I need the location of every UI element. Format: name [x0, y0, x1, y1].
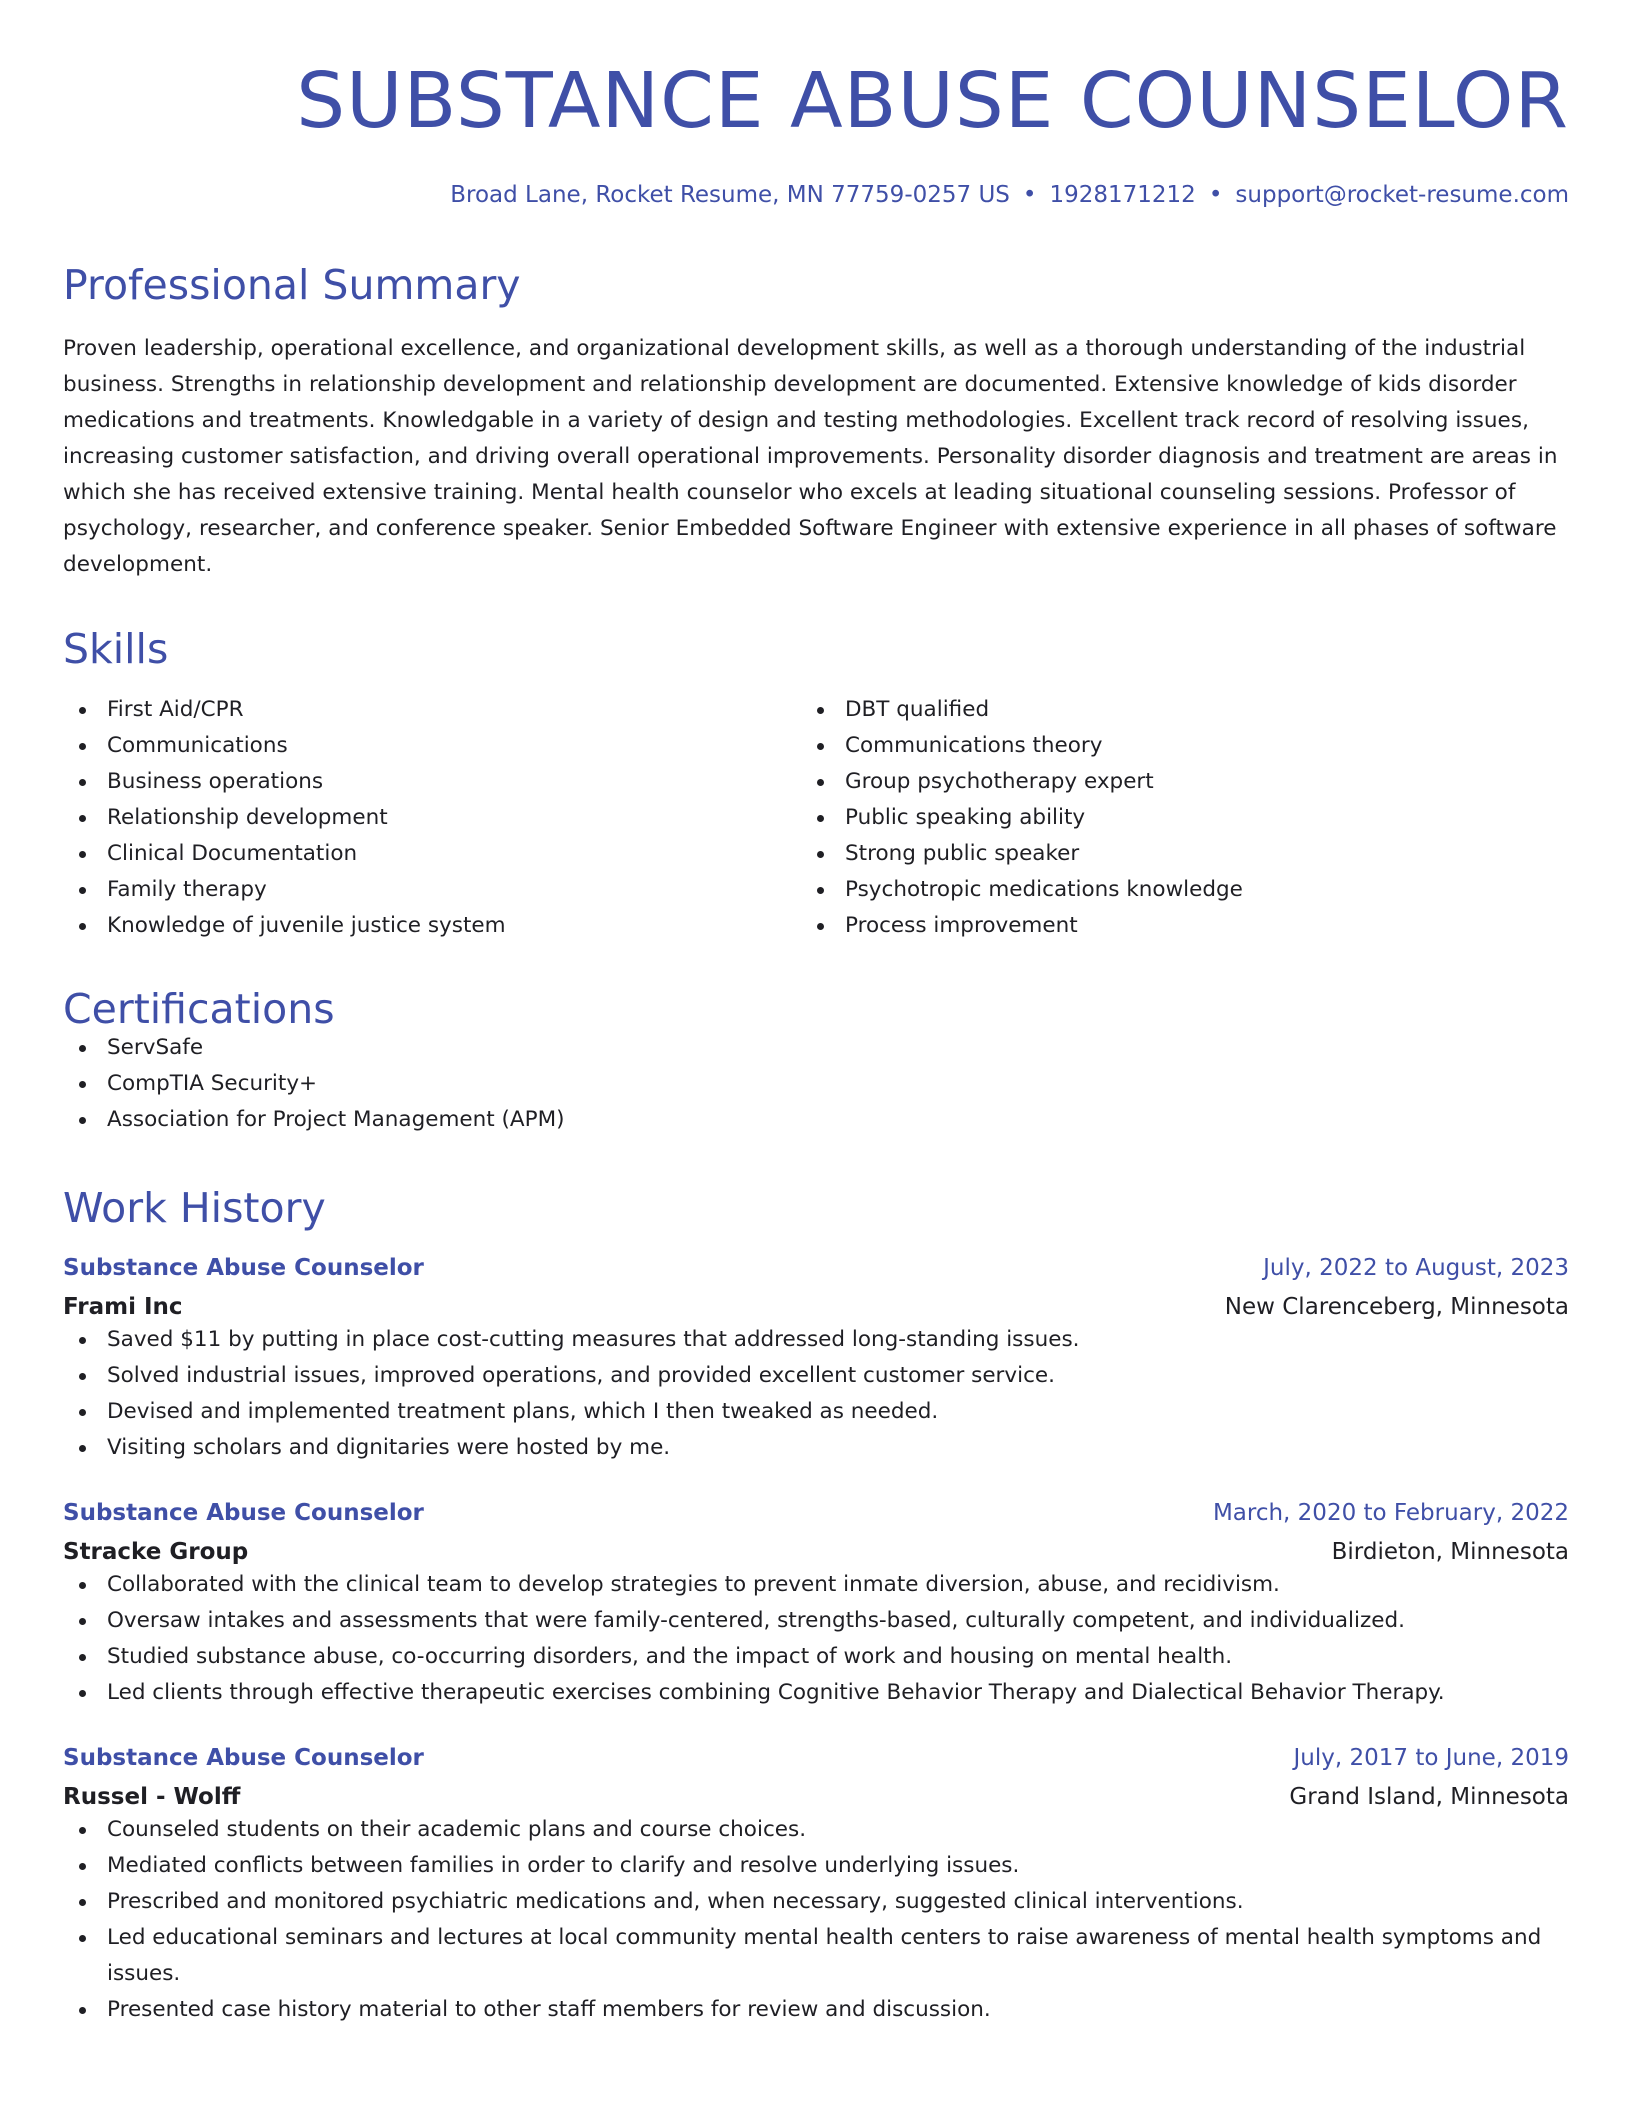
bullet-icon	[79, 743, 86, 750]
skill-label: Public speaking ability	[845, 805, 1086, 830]
contact-line	[63, 184, 1569, 207]
job-bullet-text: Presented case history material to other staff members for review and discussion.	[107, 1997, 991, 2022]
job-company: Frami Inc	[63, 1294, 183, 1320]
bullet-icon	[79, 815, 86, 822]
list-item	[801, 836, 1539, 872]
list-item	[63, 1030, 1569, 1066]
bullet-icon	[817, 851, 824, 858]
contact-phone[interactable]: 1928171212	[1049, 182, 1196, 208]
skill-label: Business operations	[107, 769, 324, 794]
bullet-icon	[817, 923, 824, 930]
skill-label: Strong public speaker	[845, 841, 1080, 866]
bullet-icon	[79, 707, 86, 714]
list-item	[63, 1102, 1569, 1138]
bullet-icon	[817, 707, 824, 714]
job-bullet-text: Prescribed and monitored psychiatric medications and, when necessary, suggested clinical interventions.	[107, 1889, 1244, 1914]
list-item	[63, 1066, 1569, 1102]
job-bullet-text: Saved $11 by putting in place cost-cutting measures that addressed long-standing issues.	[107, 1327, 1080, 1352]
contact-address: Broad Lane, Rocket Resume, MN 77759-0257 US	[450, 182, 1010, 208]
list-item	[801, 908, 1539, 944]
job-company: Stracke Group	[63, 1539, 249, 1565]
list-item	[63, 872, 801, 908]
bullet-icon	[817, 815, 824, 822]
job-bullet-text: Collaborated with the clinical team to develop strategies to prevent inmate diversion, abuse, and recidivism.	[107, 1572, 1280, 1597]
bullet-icon	[79, 2007, 86, 2014]
list-item	[63, 1675, 1569, 1711]
list-item	[63, 1567, 1569, 1603]
job-company-row	[63, 1782, 1569, 1812]
job-dates: July, 2022 to August, 2023	[1263, 1255, 1569, 1281]
job-company: Russel - Wolff	[63, 1784, 241, 1810]
job-header-row	[63, 1253, 1569, 1283]
list-item	[63, 1812, 1569, 1848]
job-bullets	[63, 1567, 1569, 1711]
list-item	[801, 692, 1539, 728]
skill-label: Group psychotherapy expert	[845, 769, 1154, 794]
skill-label: Relationship development	[107, 805, 388, 830]
job-bullet-text: Oversaw intakes and assessments that were family-centered, strengths-based, culturally competent, and individualized.	[107, 1608, 1405, 1633]
bullet-icon	[79, 1899, 86, 1906]
job-bullet-text: Devised and implemented treatment plans, which I then tweaked as needed.	[107, 1399, 939, 1424]
list-item	[63, 1430, 1569, 1466]
bullet-icon	[79, 887, 86, 894]
list-item	[63, 1884, 1569, 1920]
contact-separator: •	[1022, 182, 1037, 208]
certification-label: Association for Project Management (APM)	[107, 1107, 565, 1132]
bullet-icon	[79, 1863, 86, 1870]
bullet-icon	[79, 1445, 86, 1452]
job-bullet-text: Visiting scholars and dignitaries were hosted by me.	[107, 1435, 671, 1460]
skills-column-left	[63, 692, 801, 944]
job-bullets	[63, 1322, 1569, 1466]
job-entry	[63, 1253, 1569, 1466]
certification-label: ServSafe	[107, 1035, 204, 1060]
bullet-icon	[79, 1045, 86, 1052]
list-item	[63, 1639, 1569, 1675]
list-item	[63, 1603, 1569, 1639]
job-bullet-text: Studied substance abuse, co-occurring disorders, and the impact of work and housing on mental health.	[107, 1644, 1233, 1669]
bullet-icon	[817, 779, 824, 786]
skill-label: Communications	[107, 733, 288, 758]
certification-label: CompTIA Security+	[107, 1071, 318, 1096]
job-dates: July, 2017 to June, 2019	[1293, 1745, 1569, 1771]
list-item	[801, 728, 1539, 764]
list-item	[63, 1358, 1569, 1394]
skills-list-right	[801, 692, 1539, 944]
bullet-icon	[79, 1582, 86, 1589]
bullet-icon	[79, 1935, 86, 1942]
bullet-icon	[79, 1618, 86, 1625]
list-item	[63, 728, 801, 764]
job-company-row	[63, 1537, 1569, 1567]
contact-email[interactable]: support@rocket-resume.com	[1235, 182, 1569, 208]
certifications-list	[63, 1030, 1569, 1138]
certifications-heading: Certifications	[63, 985, 335, 1033]
summary-heading: Professional Summary	[63, 261, 521, 309]
skill-label: Knowledge of juvenile justice system	[107, 913, 506, 938]
skills-list-left	[63, 692, 801, 944]
skills-column-right	[801, 692, 1539, 944]
job-location: Grand Island, Minnesota	[1289, 1784, 1569, 1810]
job-title: Substance Abuse Counselor	[63, 1255, 424, 1281]
bullet-icon	[79, 1654, 86, 1661]
job-header-row	[63, 1743, 1569, 1773]
summary-text: Proven leadership, operational excellence, and organizational development skills, as well as a thorough understanding of the industrial business. Strengths in relationship development and relationship development are documented. Extensive knowledge of kids disorder medications and treatments. Knowledgable in a variety of design and testing methodologies. Excellent track record of resolving issues, increasing customer satisfaction, and driving overall operational improvements. Personality disorder diagnosis and treatment are areas in which she has received extensive training. Mental health counselor who excels at leading situational counseling sessions. Professor of psychology, researcher, and conference speaker. Senior Embedded Software Engineer with extensive experience in all phases of software development.	[63, 336, 1558, 577]
bullet-icon	[817, 887, 824, 894]
skills-heading: Skills	[63, 625, 169, 673]
list-item	[63, 1848, 1569, 1884]
list-item	[63, 800, 801, 836]
list-item	[801, 800, 1539, 836]
list-item	[63, 1992, 1569, 2028]
bullet-icon	[79, 851, 86, 858]
list-item	[63, 1920, 1569, 1992]
job-company-row	[63, 1292, 1569, 1322]
list-item	[63, 908, 801, 944]
skill-label: First Aid/CPR	[107, 697, 244, 722]
bullet-icon	[79, 923, 86, 930]
job-bullet-text: Counseled students on their academic plans and course choices.	[107, 1817, 807, 1842]
skill-label: DBT qualified	[845, 697, 990, 722]
job-dates: March, 2020 to February, 2022	[1212, 1500, 1569, 1526]
list-item	[801, 764, 1539, 800]
job-bullets	[63, 1812, 1569, 2028]
bullet-icon	[79, 779, 86, 786]
bullet-icon	[79, 1690, 86, 1697]
list-item	[63, 764, 801, 800]
job-entry	[63, 1743, 1569, 2028]
job-title: Substance Abuse Counselor	[63, 1500, 424, 1526]
bullet-icon	[79, 1081, 86, 1088]
job-bullet-text: Solved industrial issues, improved operations, and provided excellent customer service.	[107, 1363, 1055, 1388]
skill-label: Clinical Documentation	[107, 841, 358, 866]
skill-label: Family therapy	[107, 877, 267, 902]
list-item	[801, 872, 1539, 908]
job-bullet-text: Led clients through effective therapeutic exercises combining Cognitive Behavior Therapy and Dialectical Behavior Therapy.	[107, 1680, 1445, 1705]
skills-grid	[63, 692, 1569, 944]
work-history-heading: Work History	[63, 1184, 326, 1232]
job-location: Birdieton, Minnesota	[1331, 1539, 1569, 1565]
bullet-icon	[79, 1409, 86, 1416]
bullet-icon	[79, 1827, 86, 1834]
bullet-icon	[79, 1373, 86, 1380]
bullet-icon	[79, 1117, 86, 1124]
job-entry	[63, 1498, 1569, 1711]
list-item	[63, 836, 801, 872]
job-title: Substance Abuse Counselor	[63, 1745, 424, 1771]
job-bullet-text: Led educational seminars and lectures at local community mental health centers to raise awareness of mental health symptoms and issues.	[107, 1925, 1542, 1986]
skill-label: Communications theory	[845, 733, 1103, 758]
bullet-icon	[79, 1337, 86, 1344]
job-header-row	[63, 1498, 1569, 1528]
job-location: New Clarenceberg, Minnesota	[1224, 1294, 1569, 1320]
skill-label: Process improvement	[845, 913, 1078, 938]
job-bullet-text: Mediated conflicts between families in order to clarify and resolve underlying issues.	[107, 1853, 1020, 1878]
skill-label: Psychotropic medications knowledge	[845, 877, 1243, 902]
list-item	[63, 1394, 1569, 1430]
page-title: SUBSTANCE ABUSE COUNSELOR	[296, 57, 1569, 146]
list-item	[63, 692, 801, 728]
contact-separator: •	[1208, 182, 1223, 208]
list-item	[63, 1322, 1569, 1358]
bullet-icon	[817, 743, 824, 750]
